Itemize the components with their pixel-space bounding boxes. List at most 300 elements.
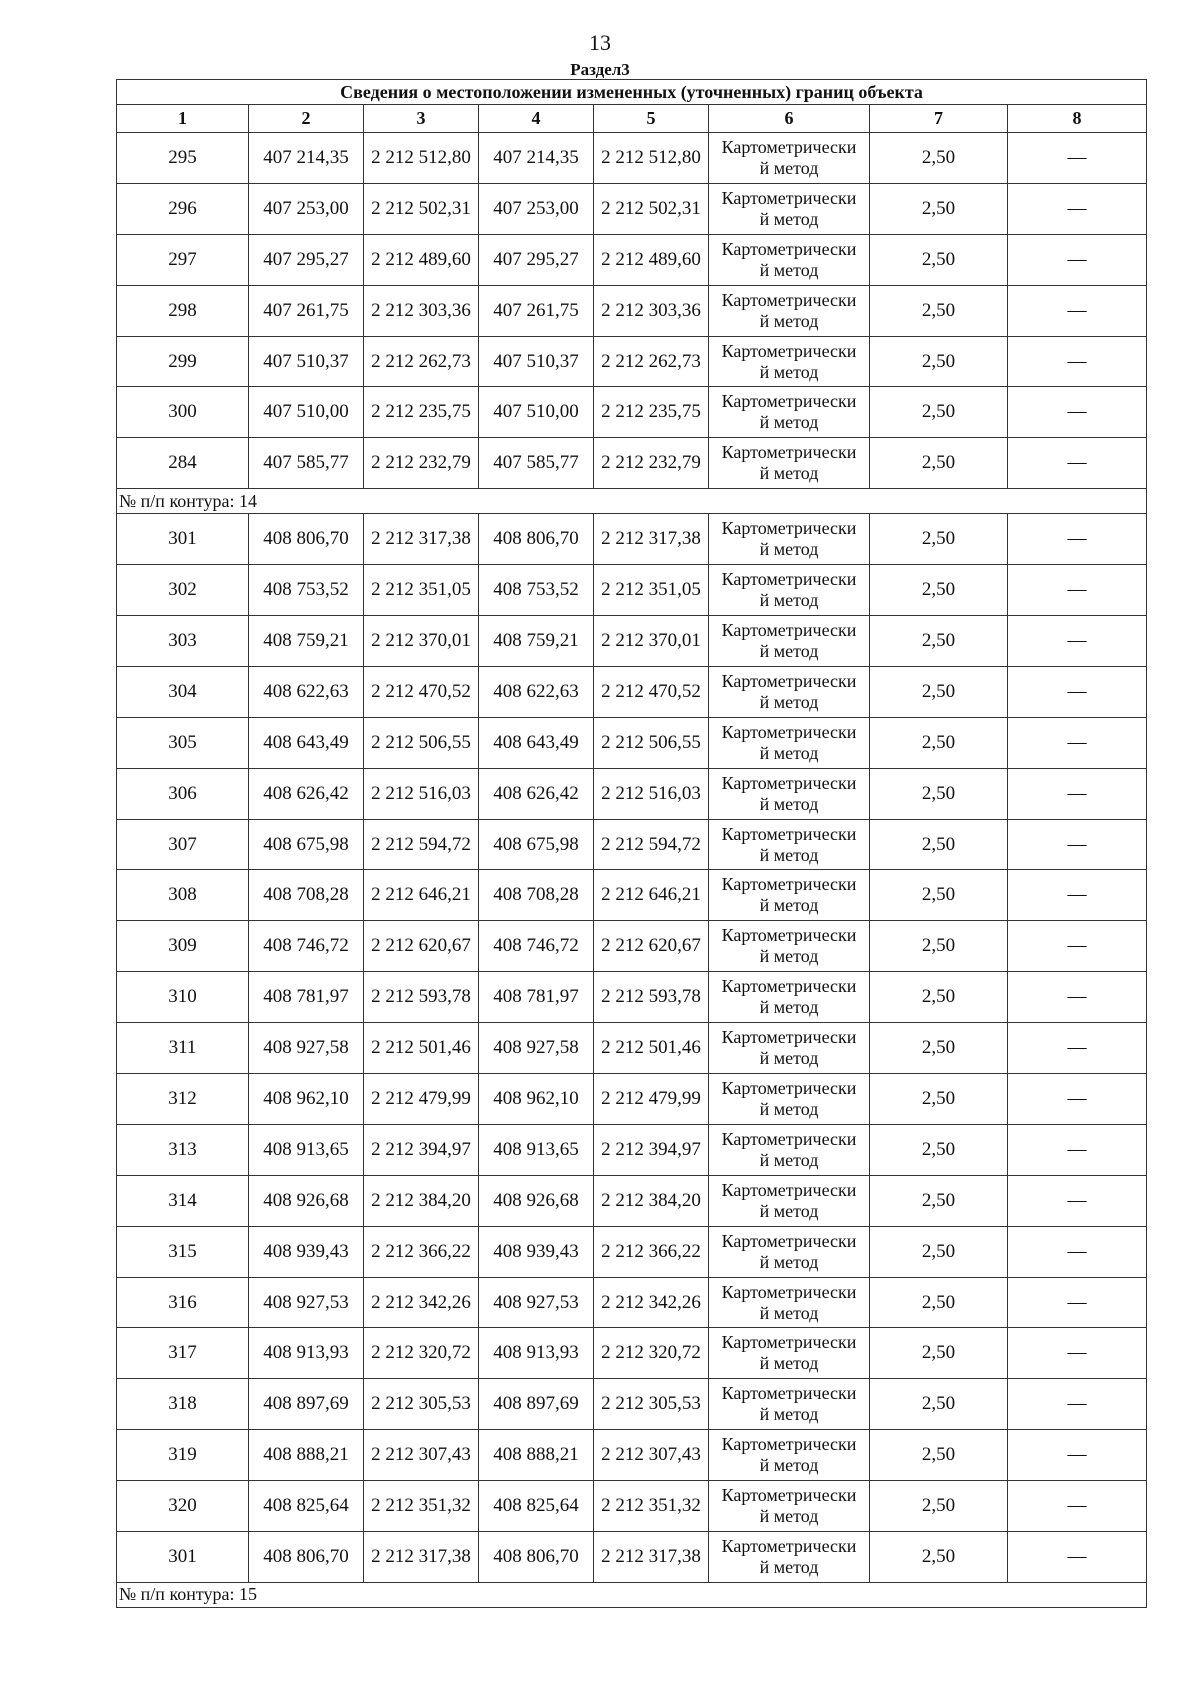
method-cell: [709, 336, 870, 387]
method-text: Картометрически: [721, 925, 857, 946]
x-coordinate: 408 897,69: [249, 1379, 364, 1430]
y-coordinate-new: 2 212 506,55: [594, 717, 709, 768]
y-coordinate-new: 2 212 489,60: [594, 234, 709, 285]
column-number: 6: [709, 105, 870, 133]
method-cell: [709, 1277, 870, 1328]
method-text: й метод: [759, 895, 819, 916]
point-number: 297: [117, 234, 249, 285]
x-coordinate-new: 408 675,98: [479, 819, 594, 870]
y-coordinate-new: 2 212 351,32: [594, 1481, 709, 1532]
table-row: [117, 183, 1147, 234]
point-number: 306: [117, 768, 249, 819]
y-coordinate: 2 212 307,43: [364, 1430, 479, 1481]
method-cell: [709, 438, 870, 489]
y-coordinate-new: 2 212 232,79: [594, 438, 709, 489]
empty-mark-cell: —: [1008, 1124, 1147, 1175]
accuracy-cell: 2,50: [870, 768, 1008, 819]
method-text: й метод: [759, 946, 819, 967]
empty-mark-cell: —: [1008, 514, 1147, 565]
y-coordinate-new: 2 212 351,05: [594, 565, 709, 616]
x-coordinate-new: 407 510,00: [479, 387, 594, 438]
y-coordinate: 2 212 394,97: [364, 1124, 479, 1175]
x-coordinate-new: 408 913,93: [479, 1328, 594, 1379]
method-text: Картометрически: [721, 619, 857, 640]
y-coordinate-new: 2 212 594,72: [594, 819, 709, 870]
empty-mark-cell: —: [1008, 438, 1147, 489]
x-coordinate: 408 675,98: [249, 819, 364, 870]
y-coordinate-new: 2 212 320,72: [594, 1328, 709, 1379]
y-coordinate-new: 2 212 235,75: [594, 387, 709, 438]
contour-label: № п/п контура: 14: [117, 489, 1147, 514]
x-coordinate-new: 408 913,65: [479, 1124, 594, 1175]
y-coordinate: 2 212 366,22: [364, 1226, 479, 1277]
x-coordinate-new: 408 626,42: [479, 768, 594, 819]
y-coordinate-new: 2 212 262,73: [594, 336, 709, 387]
x-coordinate: 408 643,49: [249, 717, 364, 768]
x-coordinate: 407 510,00: [249, 387, 364, 438]
accuracy-cell: 2,50: [870, 1175, 1008, 1226]
y-coordinate-new: 2 212 479,99: [594, 1074, 709, 1125]
method-text: Картометрически: [721, 823, 857, 844]
x-coordinate: 408 939,43: [249, 1226, 364, 1277]
table-row: [117, 666, 1147, 717]
method-text: й метод: [759, 793, 819, 814]
accuracy-cell: 2,50: [870, 921, 1008, 972]
table-row: [117, 285, 1147, 336]
accuracy-cell: 2,50: [870, 1277, 1008, 1328]
column-number: 7: [870, 105, 1008, 133]
accuracy-cell: 2,50: [870, 819, 1008, 870]
x-coordinate-new: 407 214,35: [479, 133, 594, 184]
table-row: [117, 514, 1147, 565]
method-cell: [709, 616, 870, 667]
y-coordinate: 2 212 620,67: [364, 921, 479, 972]
y-coordinate-new: 2 212 620,67: [594, 921, 709, 972]
y-coordinate-new: 2 212 342,26: [594, 1277, 709, 1328]
empty-mark-cell: —: [1008, 870, 1147, 921]
empty-mark-cell: —: [1008, 1277, 1147, 1328]
x-coordinate: 407 585,77: [249, 438, 364, 489]
x-coordinate-new: 407 510,37: [479, 336, 594, 387]
table-row: [117, 1277, 1147, 1328]
x-coordinate-new: 408 926,68: [479, 1175, 594, 1226]
method-text: Картометрически: [721, 874, 857, 895]
y-coordinate: 2 212 305,53: [364, 1379, 479, 1430]
table-row: [117, 387, 1147, 438]
method-cell: [709, 1023, 870, 1074]
x-coordinate-new: 408 897,69: [479, 1379, 594, 1430]
accuracy-cell: 2,50: [870, 972, 1008, 1023]
method-text: й метод: [759, 590, 819, 611]
accuracy-cell: 2,50: [870, 514, 1008, 565]
table-row: [117, 1532, 1147, 1583]
method-cell: [709, 133, 870, 184]
table-row: [117, 234, 1147, 285]
table-row: [117, 1430, 1147, 1481]
x-coordinate-new: 407 585,77: [479, 438, 594, 489]
method-cell: [709, 1430, 870, 1481]
x-coordinate-new: 408 759,21: [479, 616, 594, 667]
table-heading: Сведения о местоположении измененных (уточненных) границ объекта: [117, 80, 1147, 105]
method-text: Картометрически: [721, 1535, 857, 1556]
x-coordinate-new: 408 746,72: [479, 921, 594, 972]
point-number: 320: [117, 1481, 249, 1532]
point-number: 284: [117, 438, 249, 489]
method-text: Картометрически: [721, 340, 857, 361]
y-coordinate-new: 2 212 516,03: [594, 768, 709, 819]
x-coordinate-new: 408 753,52: [479, 565, 594, 616]
method-text: Картометрически: [721, 1434, 857, 1455]
y-coordinate-new: 2 212 305,53: [594, 1379, 709, 1430]
method-text: Картометрически: [721, 518, 857, 539]
empty-mark-cell: —: [1008, 1379, 1147, 1430]
method-cell: [709, 1328, 870, 1379]
method-text: й метод: [759, 997, 819, 1018]
method-text: Картометрически: [721, 187, 857, 208]
point-number: 317: [117, 1328, 249, 1379]
point-number: 299: [117, 336, 249, 387]
column-number: 2: [249, 105, 364, 133]
empty-mark-cell: —: [1008, 1074, 1147, 1125]
table-row: [117, 565, 1147, 616]
x-coordinate-new: 408 962,10: [479, 1074, 594, 1125]
table-row: [117, 133, 1147, 184]
accuracy-cell: 2,50: [870, 438, 1008, 489]
x-coordinate-new: 408 825,64: [479, 1481, 594, 1532]
empty-mark-cell: —: [1008, 1430, 1147, 1481]
y-coordinate-new: 2 212 394,97: [594, 1124, 709, 1175]
method-text: Картометрически: [721, 976, 857, 997]
y-coordinate-new: 2 212 366,22: [594, 1226, 709, 1277]
accuracy-cell: 2,50: [870, 1074, 1008, 1125]
y-coordinate: 2 212 232,79: [364, 438, 479, 489]
y-coordinate: 2 212 235,75: [364, 387, 479, 438]
method-cell: [709, 1175, 870, 1226]
point-number: 296: [117, 183, 249, 234]
method-text: Картометрически: [721, 772, 857, 793]
method-text: Картометрически: [721, 1230, 857, 1251]
section-title: Раздел3: [570, 60, 630, 79]
method-text: й метод: [759, 1251, 819, 1272]
point-number: 309: [117, 921, 249, 972]
table-row: [117, 1074, 1147, 1125]
y-coordinate-new: 2 212 370,01: [594, 616, 709, 667]
table-row: [117, 972, 1147, 1023]
empty-mark-cell: —: [1008, 1328, 1147, 1379]
accuracy-cell: 2,50: [870, 1023, 1008, 1074]
method-text: й метод: [759, 1556, 819, 1577]
y-coordinate: 2 212 351,32: [364, 1481, 479, 1532]
accuracy-cell: 2,50: [870, 1430, 1008, 1481]
point-number: 302: [117, 565, 249, 616]
table-row: [117, 616, 1147, 667]
table-row: [117, 1481, 1147, 1532]
method-text: й метод: [759, 844, 819, 865]
x-coordinate: 407 214,35: [249, 133, 364, 184]
accuracy-cell: 2,50: [870, 285, 1008, 336]
empty-mark-cell: —: [1008, 1023, 1147, 1074]
x-coordinate: 408 708,28: [249, 870, 364, 921]
method-cell: [709, 870, 870, 921]
method-text: Картометрически: [721, 1077, 857, 1098]
accuracy-cell: 2,50: [870, 183, 1008, 234]
method-cell: [709, 1379, 870, 1430]
point-number: 303: [117, 616, 249, 667]
method-text: й метод: [759, 412, 819, 433]
table-row: [117, 438, 1147, 489]
table-row: [117, 921, 1147, 972]
y-coordinate: 2 212 512,80: [364, 133, 479, 184]
table-heading-row: [117, 80, 1147, 105]
x-coordinate: 407 261,75: [249, 285, 364, 336]
x-coordinate-new: 408 622,63: [479, 666, 594, 717]
method-cell: [709, 972, 870, 1023]
method-cell: [709, 514, 870, 565]
method-text: й метод: [759, 742, 819, 763]
method-cell: [709, 1481, 870, 1532]
y-coordinate: 2 212 342,26: [364, 1277, 479, 1328]
method-text: й метод: [759, 1404, 819, 1425]
column-number-row: [117, 105, 1147, 133]
x-coordinate-new: 407 261,75: [479, 285, 594, 336]
method-cell: [709, 285, 870, 336]
accuracy-cell: 2,50: [870, 133, 1008, 184]
empty-mark-cell: —: [1008, 336, 1147, 387]
accuracy-cell: 2,50: [870, 565, 1008, 616]
empty-mark-cell: —: [1008, 1532, 1147, 1583]
table-row: [117, 1175, 1147, 1226]
x-coordinate: 408 825,64: [249, 1481, 364, 1532]
boundary-coordinates-table: [116, 79, 1147, 1608]
method-cell: [709, 565, 870, 616]
table-row: [117, 768, 1147, 819]
x-coordinate-new: 408 708,28: [479, 870, 594, 921]
x-coordinate: 408 913,93: [249, 1328, 364, 1379]
x-coordinate-new: 407 253,00: [479, 183, 594, 234]
x-coordinate-new: 408 643,49: [479, 717, 594, 768]
method-cell: [709, 717, 870, 768]
y-coordinate: 2 212 489,60: [364, 234, 479, 285]
method-text: й метод: [759, 1506, 819, 1527]
x-coordinate-new: 407 295,27: [479, 234, 594, 285]
x-coordinate-new: 408 927,58: [479, 1023, 594, 1074]
point-number: 314: [117, 1175, 249, 1226]
x-coordinate: 408 626,42: [249, 768, 364, 819]
x-coordinate: 408 781,97: [249, 972, 364, 1023]
method-text: й метод: [759, 691, 819, 712]
y-coordinate: 2 212 593,78: [364, 972, 479, 1023]
method-cell: [709, 1074, 870, 1125]
method-text: Картометрически: [721, 721, 857, 742]
method-text: Картометрически: [721, 670, 857, 691]
empty-mark-cell: —: [1008, 234, 1147, 285]
table-row: [117, 1226, 1147, 1277]
y-coordinate-new: 2 212 512,80: [594, 133, 709, 184]
point-number: 300: [117, 387, 249, 438]
x-coordinate: 408 927,53: [249, 1277, 364, 1328]
method-text: й метод: [759, 259, 819, 280]
method-text: Картометрически: [721, 136, 857, 157]
method-text: й метод: [759, 310, 819, 331]
column-number: 4: [479, 105, 594, 133]
method-text: й метод: [759, 463, 819, 484]
point-number: 318: [117, 1379, 249, 1430]
y-coordinate: 2 212 370,01: [364, 616, 479, 667]
method-cell: [709, 921, 870, 972]
accuracy-cell: 2,50: [870, 1532, 1008, 1583]
method-text: Картометрически: [721, 1027, 857, 1048]
point-number: 301: [117, 1532, 249, 1583]
accuracy-cell: 2,50: [870, 616, 1008, 667]
y-coordinate: 2 212 317,38: [364, 1532, 479, 1583]
method-cell: [709, 768, 870, 819]
y-coordinate-new: 2 212 646,21: [594, 870, 709, 921]
contour-label: № п/п контура: 15: [117, 1582, 1147, 1607]
empty-mark-cell: —: [1008, 183, 1147, 234]
method-text: й метод: [759, 1098, 819, 1119]
point-number: 312: [117, 1074, 249, 1125]
method-text: й метод: [759, 640, 819, 661]
accuracy-cell: 2,50: [870, 1481, 1008, 1532]
x-coordinate: 408 888,21: [249, 1430, 364, 1481]
table-row: [117, 1124, 1147, 1175]
method-cell: [709, 1124, 870, 1175]
method-text: й метод: [759, 1048, 819, 1069]
table-row: [117, 336, 1147, 387]
y-coordinate: 2 212 594,72: [364, 819, 479, 870]
x-coordinate: 408 622,63: [249, 666, 364, 717]
method-cell: [709, 1226, 870, 1277]
method-text: Картометрически: [721, 1281, 857, 1302]
empty-mark-cell: —: [1008, 387, 1147, 438]
method-cell: [709, 183, 870, 234]
accuracy-cell: 2,50: [870, 1124, 1008, 1175]
y-coordinate: 2 212 320,72: [364, 1328, 479, 1379]
column-number: 5: [594, 105, 709, 133]
x-coordinate: 408 753,52: [249, 565, 364, 616]
x-coordinate: 408 926,68: [249, 1175, 364, 1226]
accuracy-cell: 2,50: [870, 387, 1008, 438]
accuracy-cell: 2,50: [870, 336, 1008, 387]
method-cell: [709, 1532, 870, 1583]
point-number: 311: [117, 1023, 249, 1074]
empty-mark-cell: —: [1008, 921, 1147, 972]
column-number: 1: [117, 105, 249, 133]
method-cell: [709, 387, 870, 438]
empty-mark-cell: —: [1008, 1226, 1147, 1277]
accuracy-cell: 2,50: [870, 234, 1008, 285]
point-number: 305: [117, 717, 249, 768]
page-number: 13: [589, 30, 611, 55]
method-text: й метод: [759, 539, 819, 560]
empty-mark-cell: —: [1008, 1175, 1147, 1226]
method-cell: [709, 666, 870, 717]
table-row: [117, 1023, 1147, 1074]
table-row: [117, 1328, 1147, 1379]
point-number: 295: [117, 133, 249, 184]
y-coordinate: 2 212 303,36: [364, 285, 479, 336]
y-coordinate-new: 2 212 593,78: [594, 972, 709, 1023]
x-coordinate-new: 408 927,53: [479, 1277, 594, 1328]
empty-mark-cell: —: [1008, 768, 1147, 819]
x-coordinate: 408 962,10: [249, 1074, 364, 1125]
point-number: 308: [117, 870, 249, 921]
method-text: Картометрически: [721, 569, 857, 590]
method-cell: [709, 234, 870, 285]
x-coordinate: 408 746,72: [249, 921, 364, 972]
method-text: Картометрически: [721, 1179, 857, 1200]
y-coordinate-new: 2 212 307,43: [594, 1430, 709, 1481]
method-text: Картометрически: [721, 1128, 857, 1149]
y-coordinate: 2 212 506,55: [364, 717, 479, 768]
method-text: Картометрически: [721, 391, 857, 412]
empty-mark-cell: —: [1008, 285, 1147, 336]
method-text: й метод: [759, 1353, 819, 1374]
point-number: 298: [117, 285, 249, 336]
y-coordinate-new: 2 212 317,38: [594, 514, 709, 565]
point-number: 319: [117, 1430, 249, 1481]
method-text: й метод: [759, 1302, 819, 1323]
point-number: 313: [117, 1124, 249, 1175]
table-row: [117, 1379, 1147, 1430]
accuracy-cell: 2,50: [870, 1328, 1008, 1379]
x-coordinate: 408 806,70: [249, 1532, 364, 1583]
y-coordinate: 2 212 516,03: [364, 768, 479, 819]
x-coordinate: 407 510,37: [249, 336, 364, 387]
method-text: й метод: [759, 157, 819, 178]
point-number: 304: [117, 666, 249, 717]
method-text: Картометрически: [721, 1332, 857, 1353]
method-text: й метод: [759, 1200, 819, 1221]
method-cell: [709, 819, 870, 870]
x-coordinate: 408 806,70: [249, 514, 364, 565]
point-number: 315: [117, 1226, 249, 1277]
method-text: Картометрически: [721, 238, 857, 259]
method-text: Картометрически: [721, 442, 857, 463]
contour-label-row: [117, 1582, 1147, 1607]
x-coordinate: 408 927,58: [249, 1023, 364, 1074]
x-coordinate-new: 408 939,43: [479, 1226, 594, 1277]
method-text: й метод: [759, 1455, 819, 1476]
contour-label-row: [117, 489, 1147, 514]
x-coordinate-new: 408 888,21: [479, 1430, 594, 1481]
point-number: 316: [117, 1277, 249, 1328]
x-coordinate: 407 295,27: [249, 234, 364, 285]
x-coordinate: 408 759,21: [249, 616, 364, 667]
point-number: 310: [117, 972, 249, 1023]
y-coordinate-new: 2 212 384,20: [594, 1175, 709, 1226]
y-coordinate: 2 212 646,21: [364, 870, 479, 921]
accuracy-cell: 2,50: [870, 1379, 1008, 1430]
point-number: 307: [117, 819, 249, 870]
empty-mark-cell: —: [1008, 616, 1147, 667]
accuracy-cell: 2,50: [870, 717, 1008, 768]
empty-mark-cell: —: [1008, 1481, 1147, 1532]
empty-mark-cell: —: [1008, 972, 1147, 1023]
y-coordinate-new: 2 212 501,46: [594, 1023, 709, 1074]
method-text: Картометрически: [721, 1485, 857, 1506]
x-coordinate: 407 253,00: [249, 183, 364, 234]
empty-mark-cell: —: [1008, 666, 1147, 717]
y-coordinate: 2 212 470,52: [364, 666, 479, 717]
table-row: [117, 717, 1147, 768]
y-coordinate-new: 2 212 317,38: [594, 1532, 709, 1583]
accuracy-cell: 2,50: [870, 1226, 1008, 1277]
method-text: й метод: [759, 1149, 819, 1170]
method-text: й метод: [759, 361, 819, 382]
table-row: [117, 819, 1147, 870]
y-coordinate-new: 2 212 470,52: [594, 666, 709, 717]
